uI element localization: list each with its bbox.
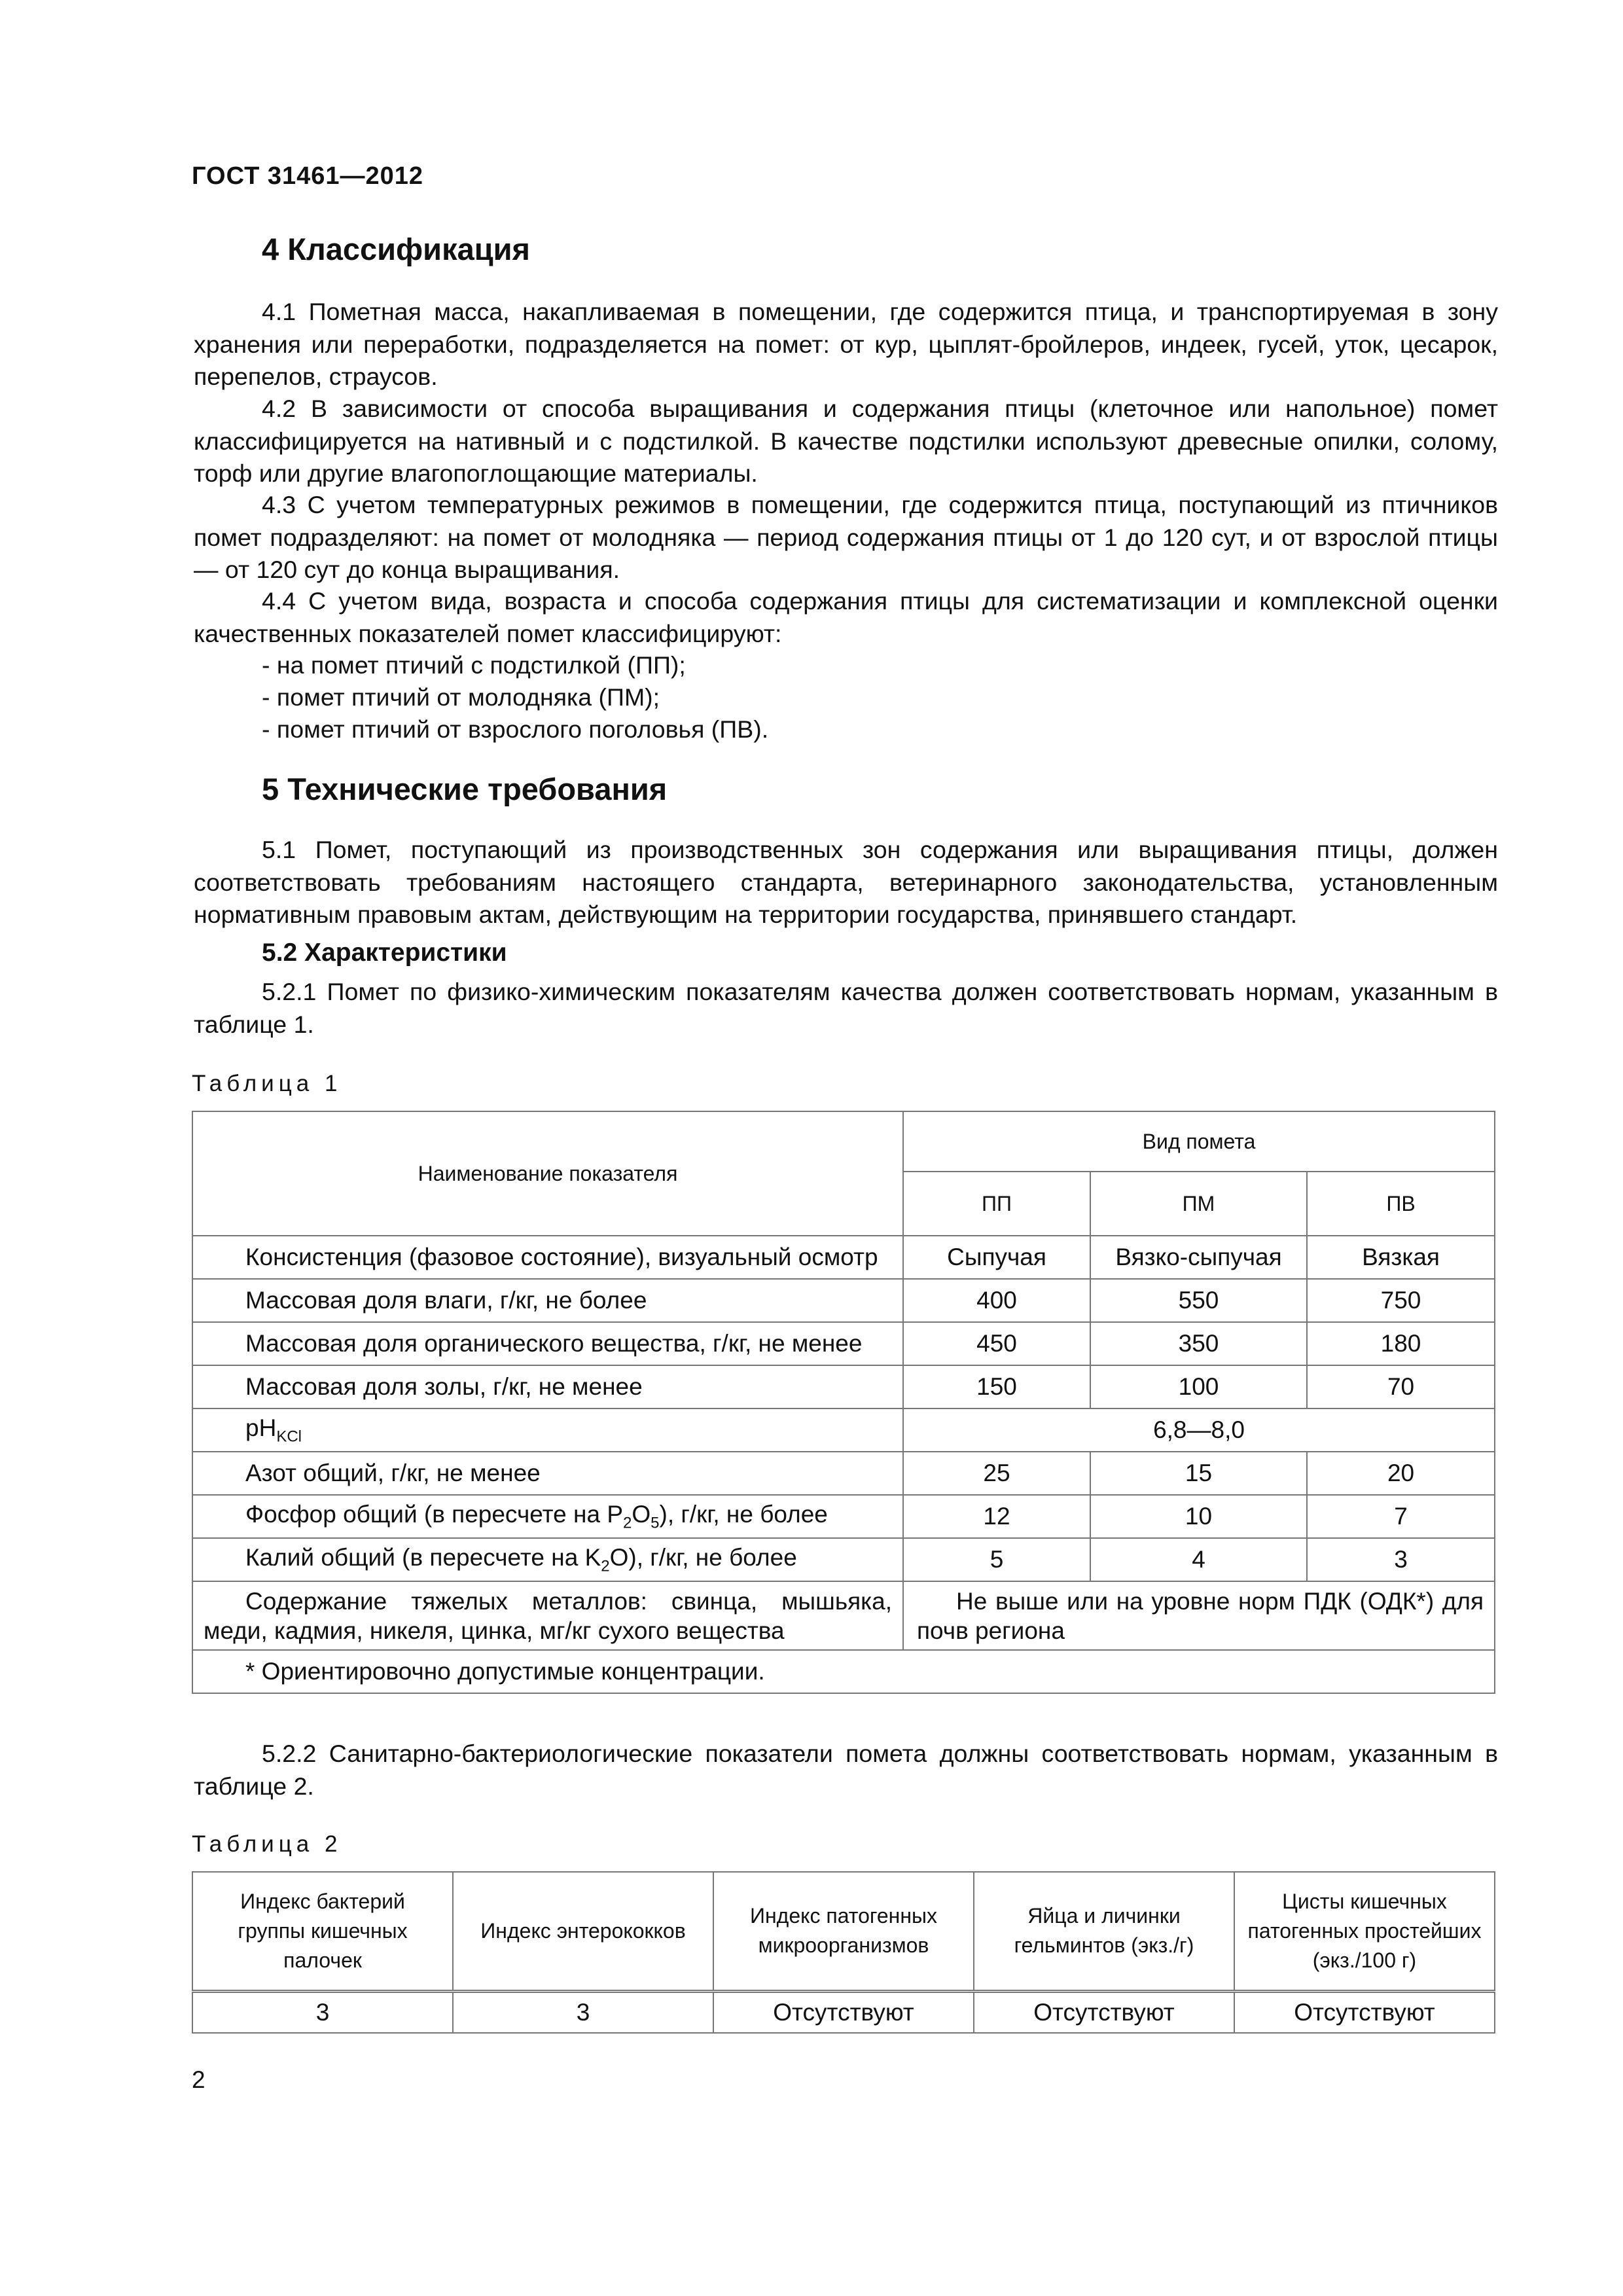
subsection-5-2-heading: 5.2 Характеристики xyxy=(262,939,507,967)
table-row-label-phosphorus: Фосфор общий (в пересчете на $P_2O_5$), г/кг, не более xyxy=(192,1495,903,1538)
table-cell: 6,8—8,0 xyxy=(903,1408,1495,1452)
table-cell: 4 xyxy=(1090,1538,1307,1581)
table-1-col-pp: ПП xyxy=(903,1172,1090,1236)
table-cell: 100 xyxy=(1090,1365,1307,1408)
table-cell: 180 xyxy=(1307,1322,1495,1365)
document-code: ГОСТ 31461—2012 xyxy=(192,162,424,190)
list-item: - на помет птичий с подстилкой (ПП); xyxy=(262,651,686,679)
table-row-label: Консистенция (фазовое состояние), визуальный осмотр xyxy=(192,1236,903,1279)
table-cell: Вязко-сыпучая xyxy=(1090,1236,1307,1279)
table-2-header: Индекс бактерий группы кишечных палочек xyxy=(192,1872,453,1991)
table-row-label: Азот общий, г/кг, не менее xyxy=(192,1452,903,1495)
table-cell: 750 xyxy=(1307,1279,1495,1322)
paragraph-4-1: 4.1 Пометная масса, накапливаемая в помещении, где содержится птица, и транспортируемая в зону хранения или переработки, подразделяется на помет: от кур, цыплят-бройлеров, индеек, гусей, уток, цесарок, перепелов, страусов. xyxy=(194,298,1498,390)
table-cell: 15 xyxy=(1090,1452,1307,1495)
table-1 xyxy=(192,1111,1495,1694)
table-2-header: Яйца и личинки гельминтов (экз./г) xyxy=(974,1872,1234,1991)
section-4-heading: 4 Классификация xyxy=(262,232,530,266)
section-5-heading: 5 Технические требования xyxy=(262,772,668,806)
table-1-col-pv: ПВ xyxy=(1307,1172,1495,1236)
table-row-label: Массовая доля органического вещества, г/кг, не менее xyxy=(192,1322,903,1365)
table-cell: 70 xyxy=(1307,1365,1495,1408)
list-item: - помет птичий от взрослого поголовья (ПВ). xyxy=(262,715,769,743)
table-cell: 5 xyxy=(903,1538,1090,1581)
table-cell: 450 xyxy=(903,1322,1090,1365)
table-cell: 20 xyxy=(1307,1452,1495,1495)
table-cell: 7 xyxy=(1307,1495,1495,1538)
table-2-caption: Таблица 2 xyxy=(192,1831,342,1857)
table-cell: 12 xyxy=(903,1495,1090,1538)
table-cell: 3 xyxy=(192,1991,453,2033)
table-footnote: * Ориентировочно допустимые концентрации. xyxy=(192,1650,1495,1693)
table-cell: 400 xyxy=(903,1279,1090,1322)
table-2-header: Индекс патогенных микроорганизмов xyxy=(713,1872,974,1991)
paragraph-4-2: 4.2 В зависимости от способа выращивания и содержания птицы (клеточное или напольное) помет классифицируется на нативный и с подстилкой. В качестве подстилки используют древесные опилки, солому, торф или другие влагопоглощающие материалы. xyxy=(194,395,1498,487)
paragraph-5-1: 5.1 Помет, поступающий из производственных зон содержания или выращивания птицы, должен соответствовать требованиям настоящего стандарта, ветеринарного законодательства, установленным нормативным правовым актам, действующим на территории государства, принявшего стандарт. xyxy=(194,836,1498,928)
table-2-header: Индекс энтерококков xyxy=(453,1872,713,1991)
paragraph-4-3: 4.3 С учетом температурных режимов в помещении, где содержится птица, поступающий из птичников помет подразделяют: на помет от молодняка — период содержания птицы от 1 до 120 сут, и от взрослой птицы — от 120 сут до конца выращивания. xyxy=(194,491,1498,583)
table-cell: 150 xyxy=(903,1365,1090,1408)
table-1-caption: Таблица 1 xyxy=(192,1071,342,1096)
list-item: - помет птичий от молодняка (ПМ); xyxy=(262,683,660,711)
table-cell: Отсутствуют xyxy=(713,1991,974,2033)
table-row-label-potassium: Калий общий (в пересчете на $K_2O$), г/кг, не более xyxy=(192,1538,903,1581)
table-1-header-type: Вид помета xyxy=(903,1111,1495,1172)
page-number: 2 xyxy=(192,2066,205,2093)
table-row-label-ph: $pH_{KCl}$ xyxy=(192,1408,903,1452)
paragraph-5-2-2: 5.2.2 Санитарно-бактериологические показатели помета должны соответствовать нормам, указанным в таблице 2. xyxy=(194,1740,1498,1800)
table-cell: 3 xyxy=(1307,1538,1495,1581)
table-cell: Отсутствуют xyxy=(1234,1991,1495,2033)
table-row-label: Содержание тяжелых металлов: свинца, мышьяка, меди, кадмия, никеля, цинка, мг/кг сухого вещества xyxy=(192,1581,903,1650)
table-cell: 10 xyxy=(1090,1495,1307,1538)
paragraph-5-2-1: 5.2.1 Помет по физико-химическим показателям качества должен соответствовать нормам, указанным в таблице 1. xyxy=(194,978,1498,1038)
table-1-header-name: Наименование показателя xyxy=(192,1111,903,1236)
table-row-label: Массовая доля влаги, г/кг, не более xyxy=(192,1279,903,1322)
table-cell: 550 xyxy=(1090,1279,1307,1322)
table-cell: 25 xyxy=(903,1452,1090,1495)
table-cell: 350 xyxy=(1090,1322,1307,1365)
table-2-header: Цисты кишечных патогенных простейших (экз./100 г) xyxy=(1234,1872,1495,1991)
table-cell: Вязкая xyxy=(1307,1236,1495,1279)
table-row-label: Массовая доля золы, г/кг, не менее xyxy=(192,1365,903,1408)
paragraph-4-4: 4.4 С учетом вида, возраста и способа содержания птицы для систематизации и комплексной оценки качественных показателей помет классифицируют: xyxy=(194,587,1498,647)
table-cell: Сыпучая xyxy=(903,1236,1090,1279)
table-cell: Не выше или на уровне норм ПДК (ОДК*) для почв региона xyxy=(903,1581,1495,1650)
table-1-col-pm: ПМ xyxy=(1090,1172,1307,1236)
table-2 xyxy=(192,1871,1495,2034)
table-cell: 3 xyxy=(453,1991,713,2033)
table-cell: Отсутствуют xyxy=(974,1991,1234,2033)
